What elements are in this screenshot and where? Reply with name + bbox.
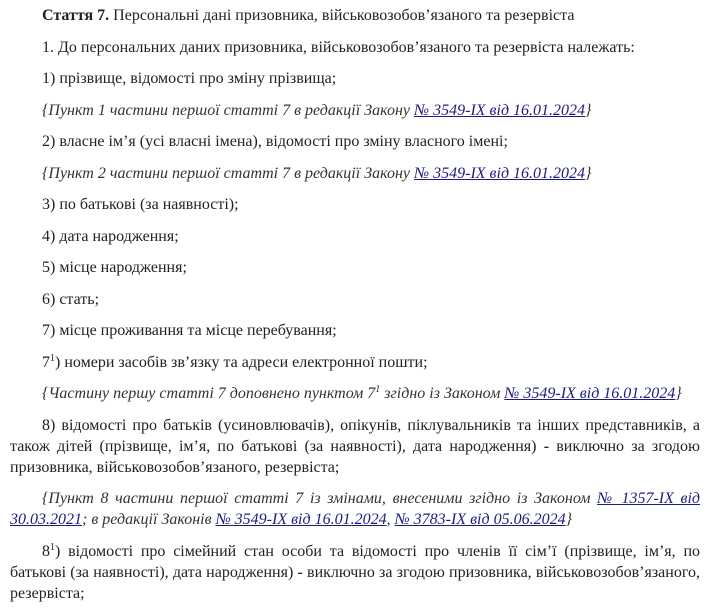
- text-segment: {Частину першу статті 7 доповнено пунктом 7: [42, 385, 376, 402]
- paragraph: [10, 415, 700, 478]
- text-segment: згідно із Законом: [380, 385, 505, 402]
- text-segment: ) відомості про сімейний стан особи та відомості про членів її сім’ї (прізвище, ім’я, по батькові (за наявності), дата народження): [10, 542, 700, 581]
- text-segment: 8: [42, 542, 50, 560]
- law-link[interactable]: № 3783-IX від 05.06.2024: [394, 511, 566, 528]
- text-segment: ) номери засобів зв’язку та адреси електронної пошти;: [55, 353, 428, 371]
- paragraph: [10, 320, 700, 341]
- text-segment: 6) стать;: [42, 290, 100, 308]
- text-segment: {Пункт 1 частини першої статті 7 в редакції Закону: [42, 101, 415, 119]
- text-segment: {Пункт 2 частини першої статті 7 в редакції Закону: [42, 164, 415, 182]
- text-segment: 5) місце народження;: [42, 259, 187, 276]
- text-segment: }: [565, 511, 572, 528]
- text-segment: 7: [42, 353, 50, 371]
- superscript: 1: [50, 352, 55, 364]
- law-article: [10, 5, 700, 614]
- bold-text: -: [543, 437, 550, 455]
- amendment-note: [10, 383, 700, 404]
- text-segment: 1. До персональних даних призовника, військовозобов’язаного та резервіста належать:: [42, 38, 635, 56]
- paragraph: [10, 257, 700, 278]
- paragraph: [10, 68, 700, 89]
- law-link[interactable]: № 3549-IX від 16.01.2024: [215, 511, 387, 528]
- superscript: 1: [50, 541, 55, 553]
- text-segment: 4) дата народження;: [42, 227, 179, 245]
- law-link[interactable]: № 3549-IX від 16.01.2024: [414, 164, 586, 182]
- law-link[interactable]: № 3549-IX від 16.01.2024: [414, 101, 586, 119]
- law-link[interactable]: № 3549-IX від 16.01.2024: [504, 385, 676, 402]
- text-segment: 8) відомості про батьків (усиновлювачів), опікунів, піклувальників та інших представників, а також дітей (прізвище, ім’я, по батькові (за наявності), дата народження): [10, 416, 700, 455]
- text-segment: Персональні дані призовника, військовозобов’язаного та резервіста: [109, 7, 575, 24]
- text-segment: }: [675, 385, 682, 402]
- superscript: 1: [375, 384, 381, 395]
- text-segment: ,: [386, 511, 395, 528]
- amendment-note: [10, 100, 700, 121]
- amendment-note: [10, 163, 700, 184]
- text-segment: 1) прізвище, відомості про зміну прізвища;: [42, 70, 337, 87]
- text-segment: }: [585, 164, 592, 182]
- bold-text: Стаття 7.: [42, 7, 110, 24]
- text-segment: }: [585, 101, 592, 119]
- bold-text: -: [297, 563, 303, 581]
- article-heading: [10, 5, 700, 26]
- text-segment: 3) по батькові (за наявності);: [42, 196, 239, 213]
- text-segment: 2) власне ім’я (усі власні імена), відомості про зміну власного імені;: [42, 133, 508, 150]
- amendment-note: [10, 488, 700, 530]
- text-segment: виключно за згодою призовника, військовозобов’язаного, резервіста;: [10, 563, 701, 602]
- paragraph: [10, 352, 700, 373]
- law-link[interactable]: № 1357-IX від 30.03.2021: [10, 490, 701, 528]
- paragraph: [10, 37, 700, 58]
- text-segment: виключно за згодою призовника, військовозобов’язаного, резервіста;: [10, 437, 700, 476]
- paragraph: [10, 194, 700, 215]
- paragraph: [10, 226, 700, 247]
- text-segment: {Пункт 8 частини першої статті 7 із змінами, внесеними згідно із Законом: [42, 490, 598, 507]
- paragraph: [10, 541, 700, 604]
- paragraph: [10, 131, 700, 152]
- text-segment: ; в редакції Законів: [82, 511, 216, 528]
- paragraph: [10, 289, 700, 310]
- text-segment: 7) місце проживання та місце перебування;: [42, 322, 337, 339]
